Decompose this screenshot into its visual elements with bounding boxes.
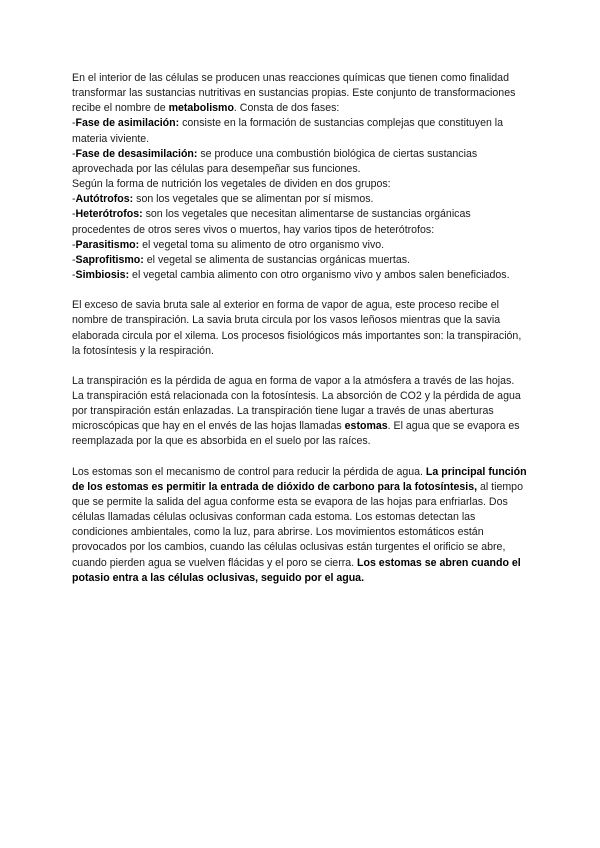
stomata-paragraph xyxy=(72,465,528,586)
bold-statement: La principal función de los estomas es permitir la entrada de dióxido de carbono para la fotosíntesis, xyxy=(72,465,527,493)
transpiration-paragraph: El exceso de savia bruta sale al exterior en forma de vapor de agua, este proceso recibe el nombre de transpiración. La savia bruta circula por los vasos leñosos mientras que la savia elaborada circula por el xilema. Los procesos fisiológicos más importantes son: la transpiración, la fotosíntesis y la respiración. xyxy=(72,299,522,357)
phase-desc: consiste en la formación de sustancias complejas que constituyen la materia viviente. xyxy=(72,117,504,145)
document-page xyxy=(72,71,528,586)
group-desc: el vegetal toma su alimento de otro organismo vivo. xyxy=(139,238,385,251)
group-term: Heterótrofos: xyxy=(75,208,143,221)
group-desc: son los vegetales que se alimentan por sí mismos. xyxy=(133,193,374,206)
phase-item xyxy=(72,147,528,177)
intro-text-end: . Consta de dos fases: xyxy=(233,102,340,115)
group-item xyxy=(72,238,528,253)
paragraph-text: La transpiración es la pérdida de agua en forma de vapor a la atmósfera a través de las hojas. La transpiración está relacionada con la fotosíntesis. La absorción de CO2 y la pérdida de agua por transpiración están enlazadas. La transpiración tiene lugar a través de unas aberturas microscópicas que hay en el envés de las hojas llamadas xyxy=(72,374,521,433)
group-term: Autótrofos: xyxy=(75,193,134,206)
group-item xyxy=(72,268,528,283)
group-term: Parasitismo: xyxy=(75,238,140,251)
intro-text: En el interior de las células se producen unas reacciones químicas que tienen como finalidad transformar las sustancias nutritivas en sustancias propias. Este conjunto de transformaciones recibe el nombre de xyxy=(72,72,516,115)
group-desc: son los vegetales que necesitan alimentarse de sustancias orgánicas procedentes de otros seres vivos o muertos, hay varios tipos de heterótrofos: xyxy=(72,208,471,236)
paragraph-gap xyxy=(72,283,528,298)
group-item xyxy=(72,192,528,207)
bullet-dash: - xyxy=(72,269,76,282)
bullet-dash: - xyxy=(72,238,76,251)
phase-item xyxy=(72,116,528,146)
paragraph-text-end: . El agua que se evapora es reemplazada por la que es absorbida en el suelo por las raíces. xyxy=(72,420,520,448)
group-desc: el vegetal se alimenta de sustancias orgánicas muertas. xyxy=(143,253,410,266)
term-estomas: estomas xyxy=(344,420,388,433)
nutrition-intro: Según la forma de nutrición los vegetales de dividen en dos grupos: xyxy=(72,178,391,191)
group-item xyxy=(72,207,528,237)
group-desc: el vegetal cambia alimento con otro organismo vivo y ambos salen beneficiados. xyxy=(129,269,510,282)
paragraph-text: Los estomas son el mecanismo de control para reducir la pérdida de agua. xyxy=(72,465,426,478)
paragraph-text-middle: al tiempo que se permite la salida del agua conforme esta se evapora de las hojas para enfriarlas. Dos células llamadas células oclusivas conforman cada estoma. Los estomas detectan las condiciones ambientales, como la luz, para abrirse. Los movimientos estomáticos están provocados por los cambios, cuando las células oclusivas están turgentes el orificio se abre, cuando pierden agua se vuelven flácidas y el poro se cierra. xyxy=(72,480,523,569)
group-term: Simbiosis: xyxy=(75,269,130,282)
bullet-dash: - xyxy=(72,147,76,160)
group-item xyxy=(72,253,528,268)
bullet-dash: - xyxy=(72,193,76,206)
term-metabolismo: metabolismo xyxy=(168,102,234,115)
transpiration-detail-paragraph xyxy=(72,374,528,450)
paragraph-gap xyxy=(72,359,528,374)
bullet-dash: - xyxy=(72,208,76,221)
bullet-dash: - xyxy=(72,117,76,130)
bullet-dash: - xyxy=(72,253,76,266)
group-term: Saprofitismo: xyxy=(75,253,144,266)
phase-term: Fase de desasimilación: xyxy=(75,147,198,160)
bold-conclusion: Los estomas se abren cuando el potasio entra a las células oclusivas, seguido por el agua. xyxy=(72,556,521,584)
paragraph-gap xyxy=(72,450,528,465)
phase-desc: se produce una combustión biológica de ciertas sustancias aprovechada por las células para desempeñar sus funciones. xyxy=(72,147,478,175)
phase-term: Fase de asimilación: xyxy=(75,117,180,130)
intro-paragraph xyxy=(72,71,528,116)
